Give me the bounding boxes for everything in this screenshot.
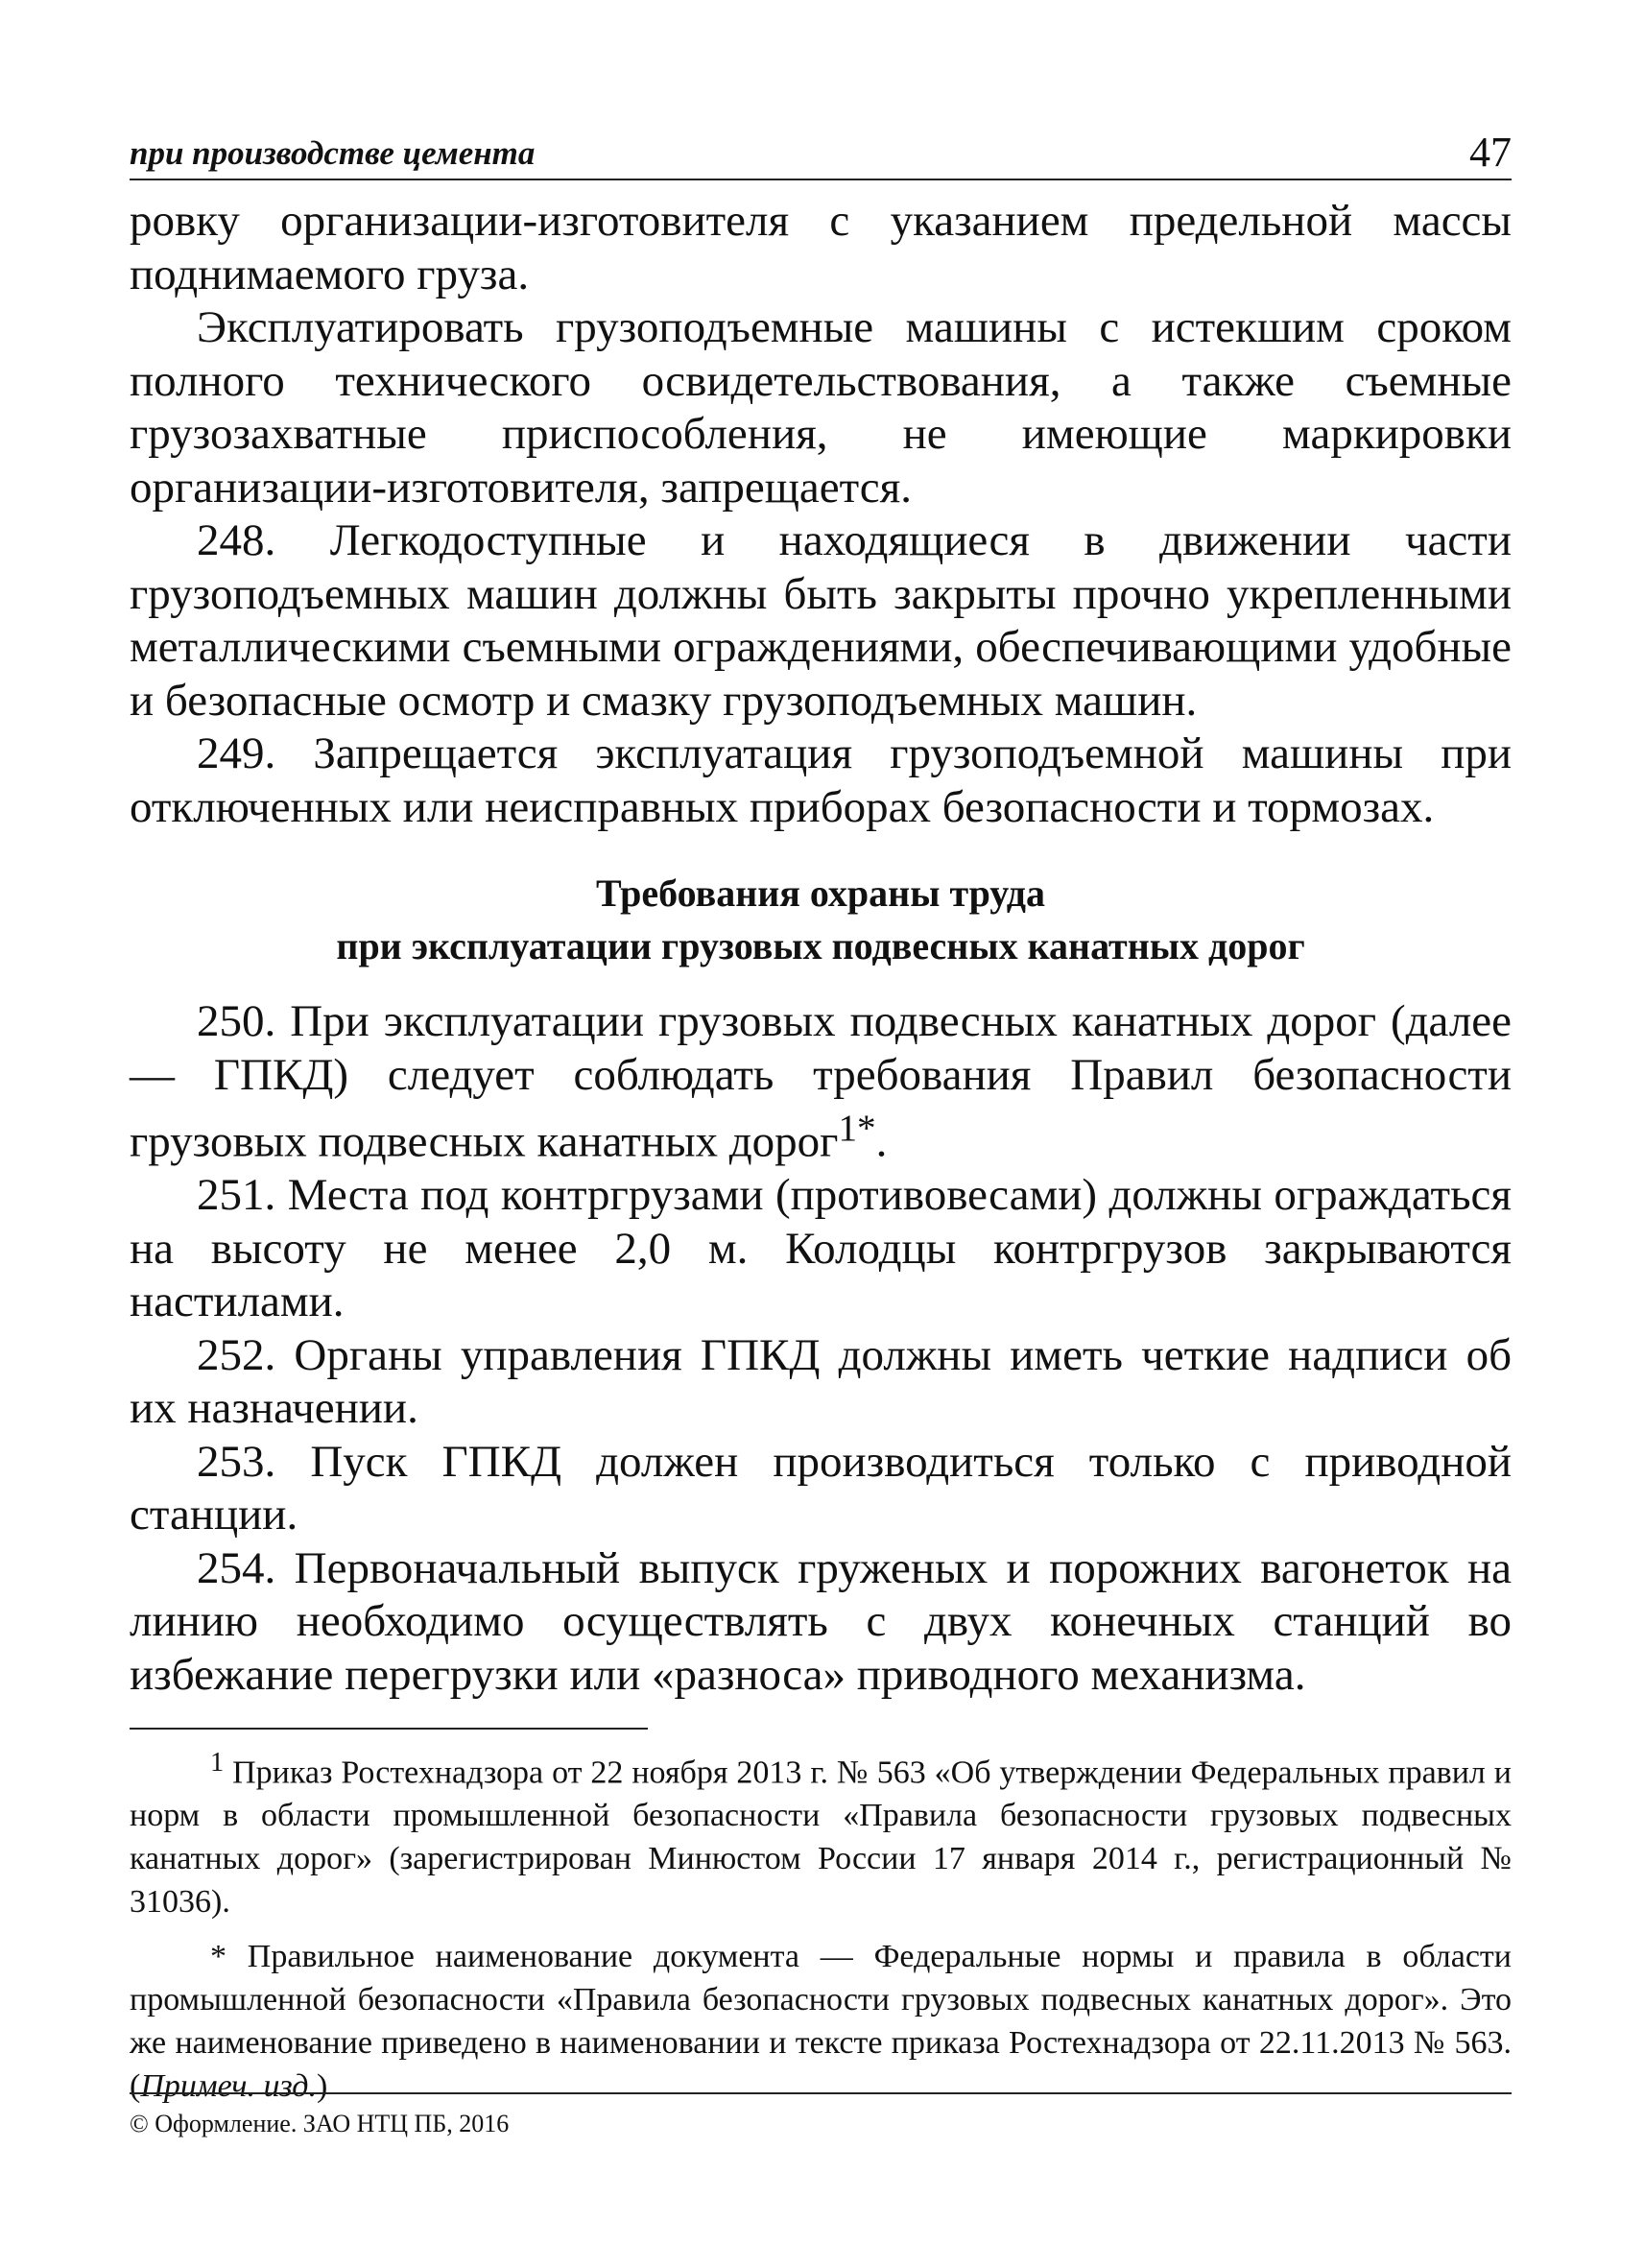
publisher-note: Примеч. изд.	[140, 2068, 317, 2105]
running-header	[130, 123, 1512, 180]
footnote-asterisk	[130, 1935, 1512, 2108]
footnote-1-mark: 1	[210, 1748, 225, 1778]
footer-divider	[130, 2092, 1512, 2094]
footnote-asterisk-text: Правильное наименование документа — Федеральные нормы и правила в области промышленной безопасности «Правила безопасности грузовых подвесных канатных дорог». Это же наименование приведено в наименовании и тексте приказа Ростехнадзора от 22.11.2013 № 563. (	[130, 1939, 1512, 2105]
paragraph-248: 248. Легкодоступные и находящиеся в движении части грузоподъемных машин должны быть закрыты прочно укрепленными металлическими съемными ограждениями, обеспечивающими удобные и безопасные осмотр и смазку грузоподъемных машин.	[130, 515, 1512, 726]
paragraph-252: 252. Органы управления ГПКД должны иметь четкие надписи об их назначении.	[130, 1329, 1512, 1434]
paragraph-251: 251. Места под контргрузами (противовесами) должны ограждаться на высоту не менее 2,0 м. Колодцы контргрузов закрываются настилами.	[130, 1170, 1512, 1327]
footnote-1-text: Приказ Ростехнадзора от 22 ноября 2013 г. № 563 «Об утверждении Федеральных правил и норм в области промышленной безопасности «Правила безопасности грузовых подвесных канатных дорог» (зарегистрирован Минюстом России 17 января 2014 г., регистрационный № 31036).	[130, 1755, 1512, 1921]
paragraph-250-end: .	[875, 1116, 888, 1167]
footnotes	[130, 1741, 1512, 2119]
footnote-asterisk-mark: *	[210, 1939, 226, 1975]
footnote-asterisk-close: )	[316, 2068, 328, 2105]
paragraph-254: 254. Первоначальный выпуск груженых и порожних вагонеток на линию необходимо осуществлять с двух конечных станций во избежание перегрузки или «разноса» приводного механизма.	[130, 1542, 1512, 1700]
paragraph-continuation: ровку организации-изготовителя с указанием предельной массы поднимаемого груза.	[130, 196, 1512, 299]
footnote-divider	[130, 1728, 648, 1730]
paragraph: Эксплуатировать грузоподъемные машины с истекшим сроком полного технического освидетельствования, а также съемные грузозахватные приспособления, не имеющие маркировки организации-изготовителя, запрещается.	[130, 302, 1512, 513]
section-heading	[130, 867, 1512, 972]
main-text	[130, 195, 1512, 1702]
section-heading-line-1: Требования охраны труда	[595, 871, 1046, 915]
paragraph-249: 249. Запрещается эксплуатация грузоподъемной машины при отключенных или неисправных приборах безопасности и тормозах.	[130, 728, 1512, 832]
footnote-1	[130, 1741, 1512, 1923]
running-title: при производстве цемента	[130, 134, 536, 172]
paragraph-250-text: 250. При эксплуатации грузовых подвесных канатных дорог (далее — ГПКД) следует соблюдать требования Правил безопасности грузовых подвесных канатных дорог	[130, 996, 1512, 1167]
copyright: © Оформление. ЗАО НТЦ ПБ, 2016	[130, 2110, 510, 2137]
paragraph-250	[130, 995, 1512, 1169]
page-number: 47	[1469, 129, 1512, 176]
section-heading-line-2: при эксплуатации грузовых подвесных канатных дорог	[336, 924, 1305, 967]
footnote-reference: 1*	[838, 1108, 876, 1149]
paragraph-253: 253. Пуск ГПКД должен производиться только с приводной станции.	[130, 1436, 1512, 1540]
